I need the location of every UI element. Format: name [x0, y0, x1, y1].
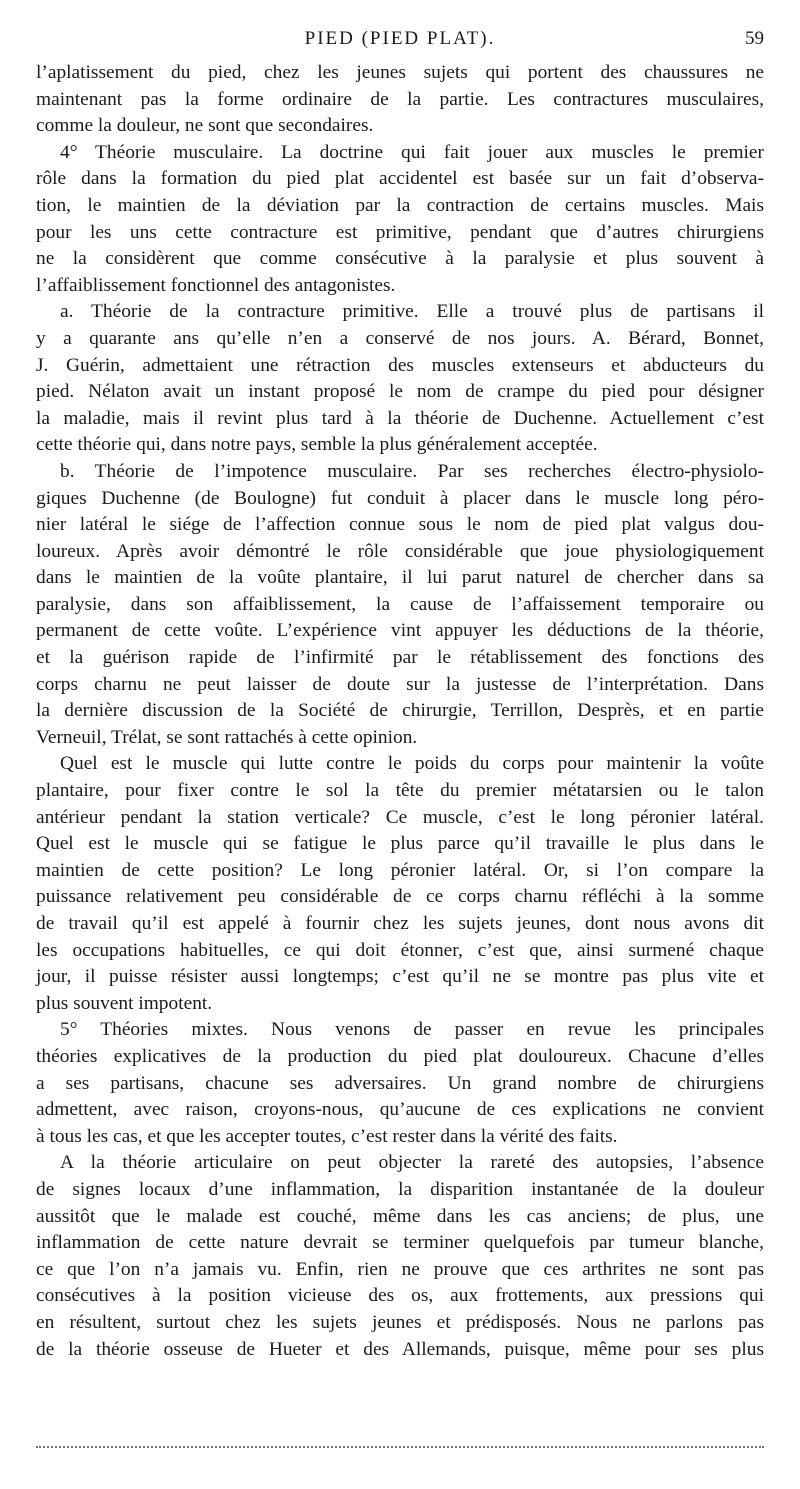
text-line: pied. Nélaton avait un instant proposé le nom de crampe du pied pour désigner — [36, 381, 764, 403]
text-line: A la théorie articulaire on peut objecter la rareté des autopsies, l’absence — [60, 1152, 764, 1174]
text-line: permanent de cette voûte. L’expérience vint appuyer les déductions de la théorie, — [36, 620, 764, 642]
text-line: giques Duchenne (de Boulogne) fut conduit à placer dans le muscle long péro- — [36, 487, 764, 509]
text-line: les occupations habituelles, ce qui doit étonner, c’est que, ainsi surmené chaque — [36, 939, 764, 961]
text-line: antérieur pendant la station verticale? Ce muscle, c’est le long péronier latéral. — [36, 806, 764, 828]
text-line: paralysie, dans son affaiblissement, la cause de l’affaissement temporaire ou — [36, 593, 764, 615]
text-line: théories explicatives de la production du pied plat douloureux. Chacune d’elles — [36, 1045, 764, 1067]
dotted-footer-rule — [36, 1446, 764, 1448]
text-line: 5° Théories mixtes. Nous venons de passer en revue les principales — [60, 1019, 764, 1041]
text-line: ce que l’on n’a jamais vu. Enfin, rien ne prouve que ces arthrites ne sont pas — [36, 1258, 764, 1280]
text-line: y a quarante ans qu’elle n’en a conservé de nos jours. A. Bérard, Bonnet, — [36, 327, 764, 349]
text-line: J. Guérin, admettaient une rétraction des muscles extenseurs et abducteurs du — [36, 354, 764, 376]
page-header — [36, 22, 764, 54]
text-line: Quel est le muscle qui se fatigue le plus parce qu’il travaille le plus dans le — [36, 833, 764, 855]
text-line: 4° Théorie musculaire. La doctrine qui fait jouer aux muscles le premier — [60, 141, 764, 163]
text-line: comme la douleur, ne sont que secondaires. — [36, 115, 374, 137]
text-line: jour, il puisse résister aussi longtemps; c’est qu’il ne se montre pas plus vite et — [36, 966, 764, 988]
text-line: à tous les cas, et que les accepter toutes, c’est rester dans la vérité des faits. — [36, 1125, 618, 1147]
text-line: aussitôt que le malade est couché, même dans les cas anciens; de plus, une — [36, 1205, 764, 1227]
text-line: dans le maintien de la voûte plantaire, il lui parut naturel de chercher dans sa — [36, 567, 764, 589]
text-line: inflammation de cette nature devrait se terminer quelquefois par tumeur blanche, — [36, 1232, 764, 1254]
text-line: la dernière discussion de la Société de chirurgie, Terrillon, Desprès, et en partie — [36, 700, 764, 722]
text-line: plantaire, pour fixer contre le sol la tête du premier métatarsien ou le talon — [36, 780, 764, 802]
text-line: loureux. Après avoir démontré le rôle considérable que joue physiologiquement — [36, 540, 764, 562]
text-line: nier latéral le siége de l’affection connue sous le nom de pied plat valgus dou- — [36, 514, 764, 536]
text-line: de signes locaux d’une inflammation, la disparition instantanée de la douleur — [36, 1178, 764, 1200]
text-line: b. Théorie de l’impotence musculaire. Par ses recherches électro-physiolo- — [60, 460, 764, 482]
text-line: ne la considèrent que comme consécutive à la paralysie et plus souvent à — [36, 248, 764, 270]
text-line: admettent, avec raison, croyons-nous, qu’aucune de ces explications ne convient — [36, 1099, 764, 1121]
text-line: tion, le maintien de la déviation par la contraction de certains muscles. Mais — [36, 194, 764, 216]
text-line: rôle dans la formation du pied plat accidentel est basée sur un fait d’observa- — [36, 168, 764, 190]
text-line: l’affaiblissement fonctionnel des antagonistes. — [36, 274, 396, 296]
text-line: corps charnu ne peut laisser de doute sur la justesse de l’interprétation. Dans — [36, 673, 764, 695]
text-line: l’aplatissement du pied, chez les jeunes sujets qui portent des chaussures ne — [36, 62, 764, 83]
text-line: cette théorie qui, dans notre pays, semble la plus généralement acceptée. — [36, 434, 598, 456]
text-line: Verneuil, Trélat, se sont rattachés à cette opinion. — [36, 726, 418, 748]
text-line: maintenant pas la forme ordinaire de la partie. Les contractures musculaires, — [36, 88, 764, 110]
text-line: la maladie, mais il revint plus tard à la théorie de Duchenne. Actuellement c’est — [36, 407, 764, 429]
text-line: et la guérison rapide de l’infirmité par le rétablissement des fonctions des — [36, 647, 764, 669]
text-line: plus souvent impotent. — [36, 992, 213, 1014]
text-line: Quel est le muscle qui lutte contre le poids du corps pour maintenir la voûte — [60, 753, 764, 775]
text-line: de la théorie osseuse de Hueter et des Allemands, puisque, même pour ses plus — [36, 1338, 764, 1360]
text-line: puissance relativement peu considérable de ce corps charnu réfléchi à la somme — [36, 886, 764, 908]
text-line: pour les uns cette contracture est primitive, pendant que d’autres chirurgiens — [36, 221, 764, 243]
text-line: a ses partisans, chacune ses adversaires. Un grand nombre de chirurgiens — [36, 1072, 764, 1094]
running-title: PIED (PIED PLAT). — [304, 28, 496, 49]
text-line: en résultent, surtout chez les sujets jeunes et prédisposés. Nous ne parlons pas — [36, 1311, 764, 1333]
text-line: consécutives à la position vicieuse des os, aux frottements, aux pressions qui — [36, 1285, 764, 1307]
text-line: de travail qu’il est appelé à fournir chez les sujets jeunes, dont nous avons dit — [36, 913, 764, 934]
text-line: a. Théorie de la contracture primitive. Elle a trouvé plus de partisans il — [60, 301, 764, 323]
text-line: maintien de cette position? Le long péronier latéral. Or, si l’on compare la — [36, 859, 764, 881]
body-text — [36, 60, 764, 1363]
page-number: 59 — [745, 28, 764, 49]
